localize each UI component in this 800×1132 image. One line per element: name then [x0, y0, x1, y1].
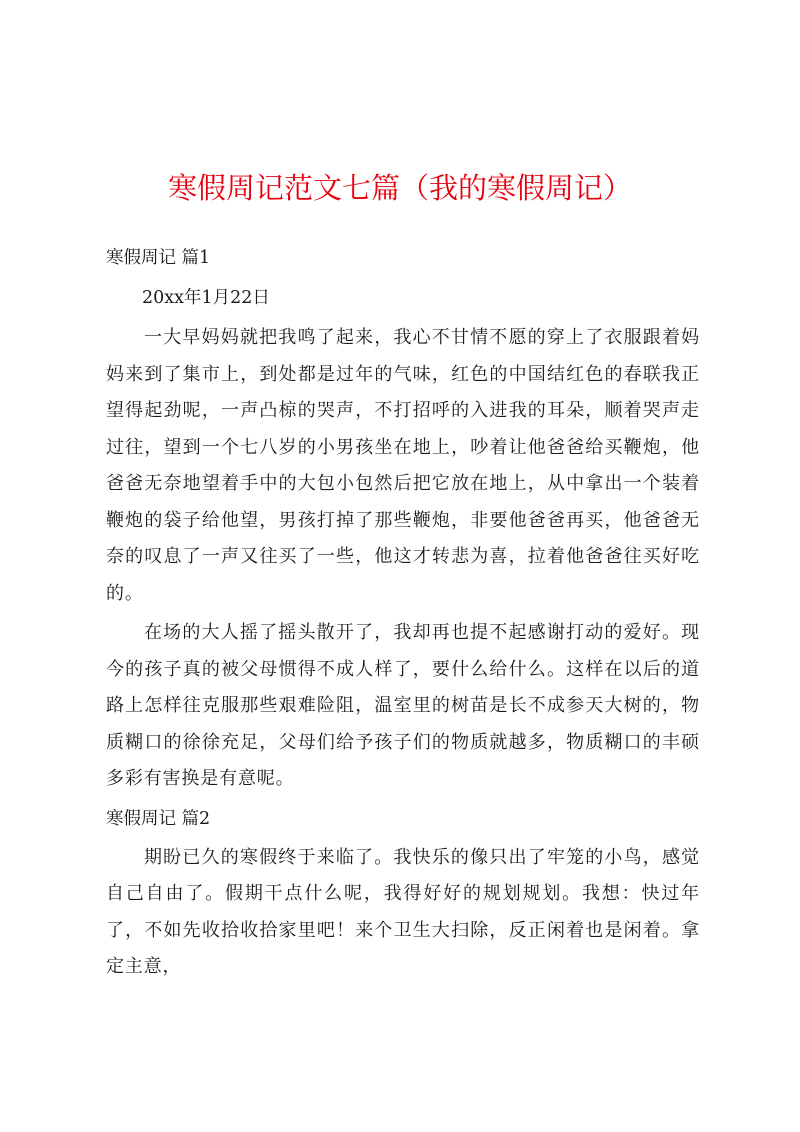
entry-date: 20xx年1月22日 — [142, 288, 270, 308]
document-body — [106, 240, 700, 986]
paragraph: 一大早妈妈就把我鸣了起来，我心不甘情不愿的穿上了衣服跟着妈妈来到了集市上，到处都是过年的气味，红色的中国结红色的春联我正望得起劲呢，一声凸椋的哭声，不打招呼的入进我的耳朵，顺着哭声走过往，望到一个七八岁的小男孩坐在地上，吵着让他爸爸给买鞭炮，他爸爸无奈地望着手中的大包小包然后把它放在地上，从中拿出一个装着鞭炮的袋子给他望，男孩打掉了那些鞭炮，非要他爸爸再买，他爸爸无奈的叹息了一声又往买了一些，他这才转悲为喜，拉着他爸爸往买好吃的。 — [106, 327, 700, 604]
section-heading-1: 寒假周记 篇1 — [106, 248, 211, 268]
section-heading-2: 寒假周记 篇2 — [106, 808, 211, 829]
paragraph: 在场的大人摇了摇头散开了，我却再也提不起感谢打动的爱好。现今的孩子真的被父母惯得不成人样了，要什么给什么。这样在以后的道路上怎样往克服那些艰难险阻，温室里的树苗是长不成参天大树的，物质糊口的徐徐充足，父母们给予孩子们的物质就越多，物质糊口的丰硕多彩有害换是有意呢。 — [106, 622, 700, 789]
paragraph: 期盼已久的寒假终于来临了。我快乐的像只出了牢笼的小鸟，感觉自己自由了。假期干点什么呢，我得好好的规划规划。我想：快过年了，不如先收拾收拾家里吧！来个卫生大扫除，反正闲着也是闲着。拿定主意， — [106, 846, 700, 977]
document-title: 寒假周记范文七篇（我的寒假周记） — [167, 171, 632, 205]
